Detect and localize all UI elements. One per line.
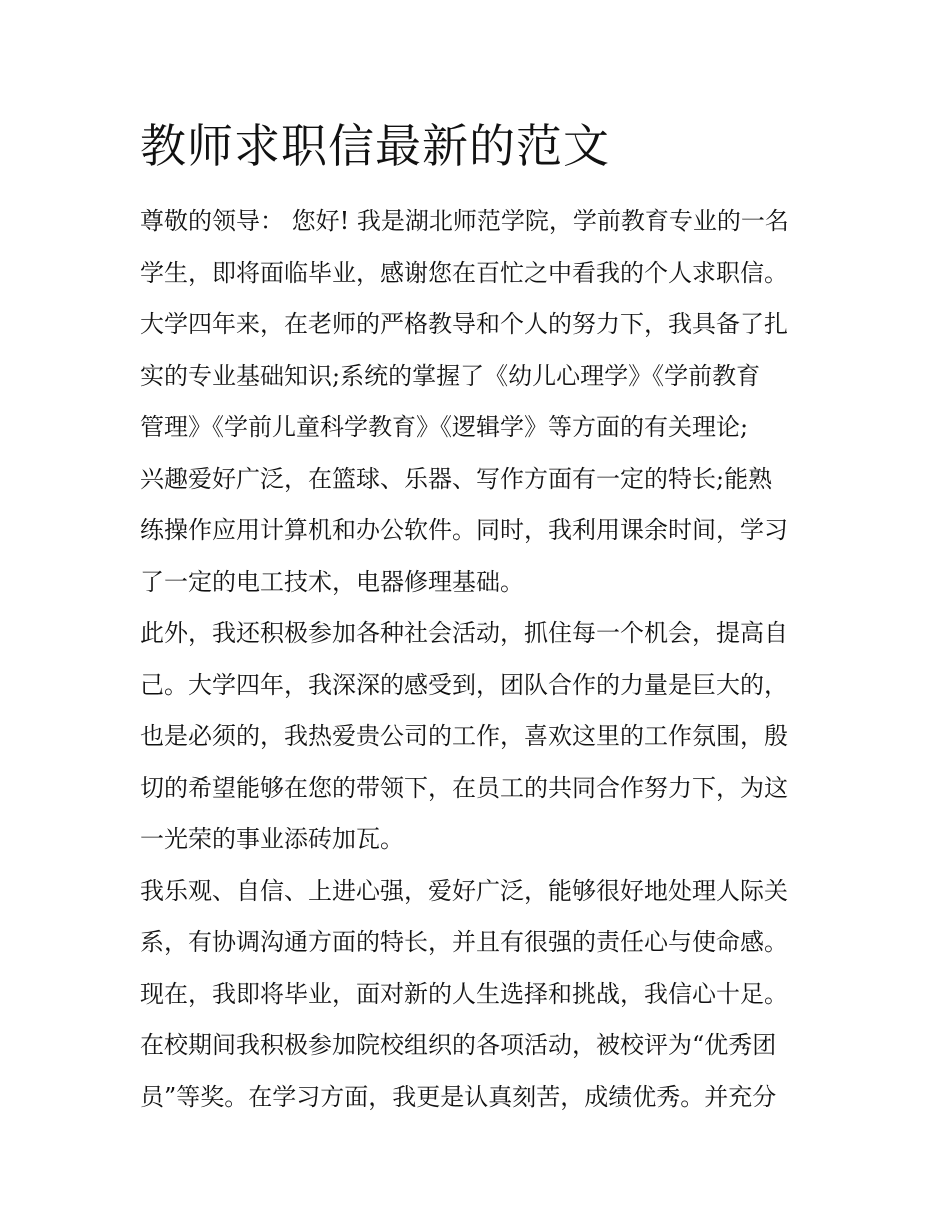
document-title: 教师求职信最新的范文 xyxy=(140,119,610,173)
text-line: 实的专业基础知识;系统的掌握了《幼儿心理学》《学前教育 xyxy=(140,361,761,390)
text-line: 练操作应用计算机和办公软件。同时，我利用课余时间，学习 xyxy=(140,516,788,544)
text-line: 在校期间我积极参加院校组织的各项活动，被校评为“优秀团 xyxy=(140,1031,777,1059)
text-line: 大学四年来，在老师的严格教导和个人的努力下，我具备了扎 xyxy=(140,310,788,338)
text-line: 系，有协调沟通方面的特长，并且有很强的责任心与使命感。 xyxy=(140,928,788,956)
text-line: 此外，我还积极参加各种社会活动，抓住每一个机会，提高自 xyxy=(140,619,788,647)
text-line: 尊敬的领导： 您好! 我是湖北师范学院，学前教育专业的一名 xyxy=(140,207,789,235)
text-line: 员”等奖。在学习方面，我更是认真刻苦，成绩优秀。并充分 xyxy=(140,1082,777,1111)
text-line: 现在，我即将毕业，面对新的人生选择和挑战，我信心十足。 xyxy=(140,979,788,1008)
text-line: 管理》《学前儿童科学教育》《逻辑学》等方面的有关理论; xyxy=(140,413,749,441)
text-line: 也是必须的，我热爱贵公司的工作，喜欢这里的工作氛围，殷 xyxy=(140,722,788,750)
text-line: 我乐观、自信、上进心强，爱好广泛，能够很好地处理人际关 xyxy=(140,876,788,905)
text-line: 切的希望能够在您的带领下，在员工的共同合作努力下，为这 xyxy=(140,773,788,802)
text-line: 己。大学四年，我深深的感受到，团队合作的力量是巨大的， xyxy=(140,670,788,699)
text-line: 学生，即将面临毕业，感谢您在百忙之中看我的个人求职信。 xyxy=(140,258,788,287)
text-line: 了一定的电工技术，电器修理基础。 xyxy=(140,567,524,596)
text-line: 兴趣爱好广泛，在篮球、乐器、写作方面有一定的特长;能熟 xyxy=(140,464,773,493)
text-line: 一光荣的事业添砖加瓦。 xyxy=(140,825,404,853)
document-body xyxy=(140,196,820,1123)
